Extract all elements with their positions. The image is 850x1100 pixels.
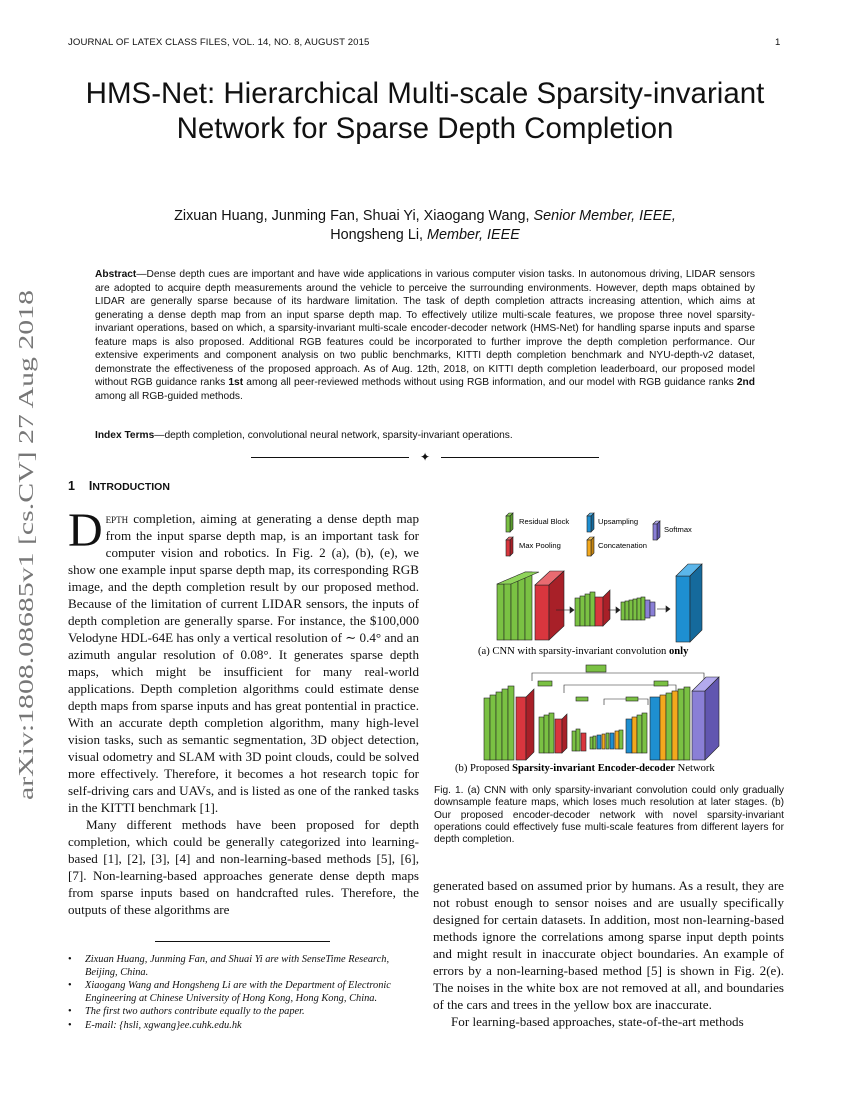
section-heading (68, 479, 170, 493)
block-b-upsampling-tiny (610, 733, 614, 749)
block-a-maxpool (535, 585, 549, 640)
block-b-residual-mid (637, 715, 642, 753)
block-b-residual-mid (544, 715, 549, 753)
block-b-softmax-side (705, 677, 719, 760)
block-b-residual (502, 689, 508, 760)
right-column-body (433, 877, 784, 1030)
block-b-maxpool-small (581, 733, 586, 751)
legend-upsampling (587, 513, 638, 532)
block-b-residual-tiny (606, 733, 609, 749)
skip-box-top (586, 665, 606, 672)
block-b-upsampling-tiny (597, 735, 601, 749)
footnote-text: Xiaogang Wang and Hongsheng Li are with the Department of Electronic Engineering at Chinese University of Hong Kong, Hong Kong, China. (85, 980, 391, 1004)
footnote-rule (155, 941, 330, 942)
diagram-b (484, 665, 719, 760)
legend-upsampling-label: Upsampling (598, 517, 639, 526)
skip-box-mid-left (538, 681, 552, 686)
figure-sub-b (455, 763, 715, 774)
bullet-icon: • (68, 980, 72, 991)
block-a-residual-mid (585, 594, 590, 626)
block-b-residual-mid (539, 717, 544, 753)
abstract-text-3: among all RGB-guided methods. (95, 390, 243, 402)
figure-sub-b-text-1: (b) Proposed (455, 763, 513, 774)
block-a-upsampling (676, 576, 690, 642)
block-b-maxpool-mid (555, 719, 562, 753)
author-list (100, 207, 750, 245)
figure-sub-b-text-2: Network (675, 763, 715, 774)
block-b-maxpool-side (526, 689, 534, 760)
block-b-residual-small (572, 731, 576, 751)
block-b-concat-mid (632, 717, 637, 753)
legend-softmax-label: Softmax (664, 525, 692, 534)
separator-line-left (251, 457, 409, 458)
block-a-maxpool-mid-side (603, 590, 610, 626)
skip-box-inner-right (626, 697, 638, 701)
author-names-line2: Hongsheng Li, (330, 227, 428, 243)
block-b-concat-tiny (615, 731, 619, 749)
intro-paragraph-2: Many different methods have been proposed for depth completion, which could be generally categorized into learning-based [1], [2], [3], [4] and non-learning-based methods [5], [6], [7]. Non-learning-based approaches generate dense depth maps from sparse inputs based on handcrafted rules. Therefore, the outputs of these algorithms are (68, 817, 419, 917)
skip-box-mid-right (654, 681, 668, 686)
block-b-maxpool (516, 697, 526, 760)
legend-concat-label: Concatenation (598, 541, 647, 550)
left-column-body (68, 504, 419, 918)
bullet-icon: • (68, 1006, 72, 1017)
block-b-residual-large (666, 693, 672, 760)
block-b-residual (496, 692, 502, 760)
block-b-residual-tiny (593, 736, 596, 749)
arrow-a-2-head (616, 607, 620, 613)
legend-residual-swatch (506, 516, 510, 532)
block-b-upsampling-large (650, 697, 660, 760)
block-a-residual-small (621, 602, 625, 620)
legend-softmax (653, 521, 692, 540)
block-b-concat-large (672, 691, 678, 760)
arxiv-stamp-text: arXiv:1808.08685v1 [cs.CV] 27 Aug 2018 (14, 440, 38, 800)
footnote-item (68, 954, 420, 979)
block-b-concat-tiny (602, 734, 605, 749)
block-a-residual-mid (575, 598, 580, 626)
bullet-icon: • (68, 954, 72, 965)
block-a-residual (518, 575, 525, 640)
index-terms-label: Index Terms (95, 430, 155, 441)
figure-sub-a-text: (a) CNN with sparsity-invariant convolution (478, 646, 669, 657)
right-paragraph-1: generated based on assumed prior by humans. As a result, they are not robust enough to sensor noises and are usually specifically designed for certain datasets. In addition, most non-learning-based methods ignore the correlations among sparse input depth points and might result in inaccurate object boundaries. An example of errors by a non-learning-based method [5] is shown in Fig. 2(e). The noises in the white box are not removed at all, and boundaries of the cars and trees in the yellow box are inaccurate. (433, 878, 784, 1012)
block-b-residual-mid (642, 713, 647, 753)
footnotes (68, 954, 420, 1033)
legend-maxpool-swatch (506, 540, 510, 556)
block-b-upsampling-mid (626, 719, 632, 753)
arrow-a-1-head (570, 607, 574, 613)
block-a-residual-small (625, 601, 629, 620)
legend (506, 513, 692, 556)
page-number: 1 (775, 37, 781, 48)
paper-title: HMS-Net: Hierarchical Multi-scale Sparsity-invariant Network for Sparse Depth Completion (85, 77, 765, 145)
footnote-item (68, 1006, 420, 1019)
block-a-softmax-small (650, 602, 655, 616)
block-a-maxpool-mid (595, 597, 603, 626)
arrow-a-3-head (666, 606, 670, 612)
arxiv-stamp (2, 290, 42, 800)
block-b-softmax (692, 691, 705, 760)
legend-maxpool (506, 537, 561, 556)
block-b-residual-large (678, 689, 684, 760)
abstract-rank-1: 1st (228, 377, 244, 388)
intro-paragraph-1 (68, 504, 419, 816)
diagram-a (497, 564, 702, 642)
section-title-rest: NTRODUCTION (92, 481, 170, 493)
figure-sub-a-bold: only (668, 646, 689, 657)
legend-upsampling-swatch (587, 516, 591, 532)
abstract-text-2: among all peer-reviewed methods without using RGB information, and our model with RGB guidance ranks (243, 377, 737, 388)
skip-box-inner-left (576, 697, 588, 701)
block-b-maxpool-mid-side (562, 714, 567, 753)
running-head: JOURNAL OF LATEX CLASS FILES, VOL. 14, NO. 8, AUGUST 2015 (68, 37, 370, 48)
legend-concat-swatch (587, 540, 591, 556)
index-terms-text: —depth completion, convolutional neural network, sparsity-invariant operations. (154, 430, 513, 441)
figure-caption: Fig. 1. (a) CNN with only sparsity-invariant convolution could only gradually downsample feature maps, which loses much resolution at later stages. (b) Our proposed encoder-decoder network with novel sparsity-invariant operations could effectively fuse multi-scale features from different layers for depth completion. (434, 785, 784, 846)
figure-sub-a (478, 646, 689, 657)
author-names-line1: Zixuan Huang, Junming Fan, Shuai Yi, Xiaogang Wang, (174, 208, 534, 224)
legend-concat (587, 537, 647, 556)
dropcap-letter: D (68, 504, 103, 557)
separator-line-right (441, 457, 599, 458)
block-b-residual-large (684, 687, 690, 760)
block-a-softmax-small (645, 600, 650, 618)
block-a-upsampling-side (690, 564, 702, 642)
block-a-residual (511, 578, 518, 640)
footnote-item (68, 980, 420, 1005)
block-a-residual-small (629, 600, 633, 620)
legend-softmax-swatch (653, 524, 657, 540)
abstract-text-1: —Dense depth cues are important and have wide applications in various computer vision tasks. In autonomous driving, LIDAR sensors are adopted to acquire depth measurements around the vehicle to perceive the surrounding environments. However, depth maps obtained by LIDAR are generally sparse because of its hardware limitation. The task of depth completion attracts increasing attention, which aims at generating a dense depth map from an input sparse depth map. To effectively utilize multi-scale features, we propose three novel sparsity-invariant operations, based on which, a sparsity-invariant multi-scale encoder-decoder network (HMS-Net) for handling sparse inputs and sparse feature maps is also proposed. Additional RGB features could be incorporated to further improve the depth completion performance. Our extensive experiments and component analysis on two public benchmarks, KITTI depth completion benchmark and NYU-depth-v2 dataset, demonstrate the effectiveness of the proposed approach. As of Aug. 12th, 2018, on KITTI depth completion leaderboard, our proposed model without RGB guidance ranks (95, 269, 755, 388)
intro-paragraph-1-text: completion, aiming at generating a dense depth map from the input sparse depth map, is an important task for computer vision and robotics. In Fig. 2 (a), (b), (e), we show one example input sparse depth map, its corresponding RGB image, and the depth completion result by our proposed method. Because of the limitation of current LIDAR sensors, the inputs of depth completion are generally sparse. For instance, the $100,000 Velodyne HDL-64E has only a vertical resolution of ∼ 0.4° and an azimuth angular resolution of 0.08°. It generates sparse depth maps, which might be insufficient for many real-world applications. Depth completion algorithms could estimate dense depth maps from sparse inputs and has great pontential in practice. With an accurate depth completion algorithm, many high-level vision tasks, such as semantic segmentation, 3D object detection, visual odometry and SLAM with 3D point clouds, could be solved more effectively. Therefore, it becomes a hot research topic for self-driving cars and UAVs, and is listed as one of the ranked tasks in the KITTI benchmark [1]. (68, 511, 419, 815)
block-b-residual-small (576, 729, 580, 751)
block-a-residual-small (637, 598, 641, 620)
legend-residual-label: Residual Block (519, 517, 570, 526)
block-b-residual (490, 695, 496, 760)
bullet-icon: • (68, 1019, 72, 1031)
index-terms (95, 429, 755, 443)
footnote-text: The first two authors contribute equally to the paper. (85, 1006, 305, 1017)
figure-sub-b-bold: Sparsity-invariant Encoder-decoder (512, 763, 676, 774)
figure-1-diagram (436, 505, 781, 780)
block-a-residual (504, 581, 511, 640)
right-paragraph-2: For learning-based approaches, state-of-the-art methods (451, 1014, 744, 1029)
skip-line-outer (532, 673, 704, 681)
footnote-item (68, 1020, 420, 1033)
block-a-residual-small (641, 597, 645, 620)
block-b-concat-large (660, 695, 666, 760)
author-role-line1: Senior Member, IEEE, (533, 208, 676, 224)
section-number: 1 (68, 479, 75, 493)
block-b-residual (508, 686, 514, 760)
section-title-initial: I (88, 479, 93, 493)
author-role-line2: Member, IEEE (427, 227, 520, 243)
abstract (95, 268, 755, 403)
footnote-text: E-mail: {hsli, xgwang}ee.cuhk.edu.hk (85, 1019, 242, 1031)
block-a-residual-mid (590, 592, 595, 626)
dropcap-word-rest: epth (105, 511, 129, 526)
abstract-rank-2: 2nd (736, 377, 755, 388)
block-b-residual-tiny (590, 737, 593, 749)
legend-residual (506, 513, 569, 532)
block-b-residual (484, 698, 490, 760)
block-a-residual (525, 572, 532, 640)
block-b-residual-mid (549, 713, 554, 753)
block-b-residual-tiny (619, 730, 623, 749)
legend-maxpool-label: Max Pooling (519, 541, 561, 550)
block-a-residual (497, 584, 504, 640)
separator-diamond-icon: ✦ (419, 450, 431, 464)
footnote-text: Zixuan Huang, Junming Fan, and Shuai Yi are with SenseTime Research, Beijing, China. (85, 954, 390, 978)
abstract-label: Abstract (95, 269, 137, 280)
block-a-residual-mid (580, 596, 585, 626)
block-a-residual-small (633, 599, 637, 620)
